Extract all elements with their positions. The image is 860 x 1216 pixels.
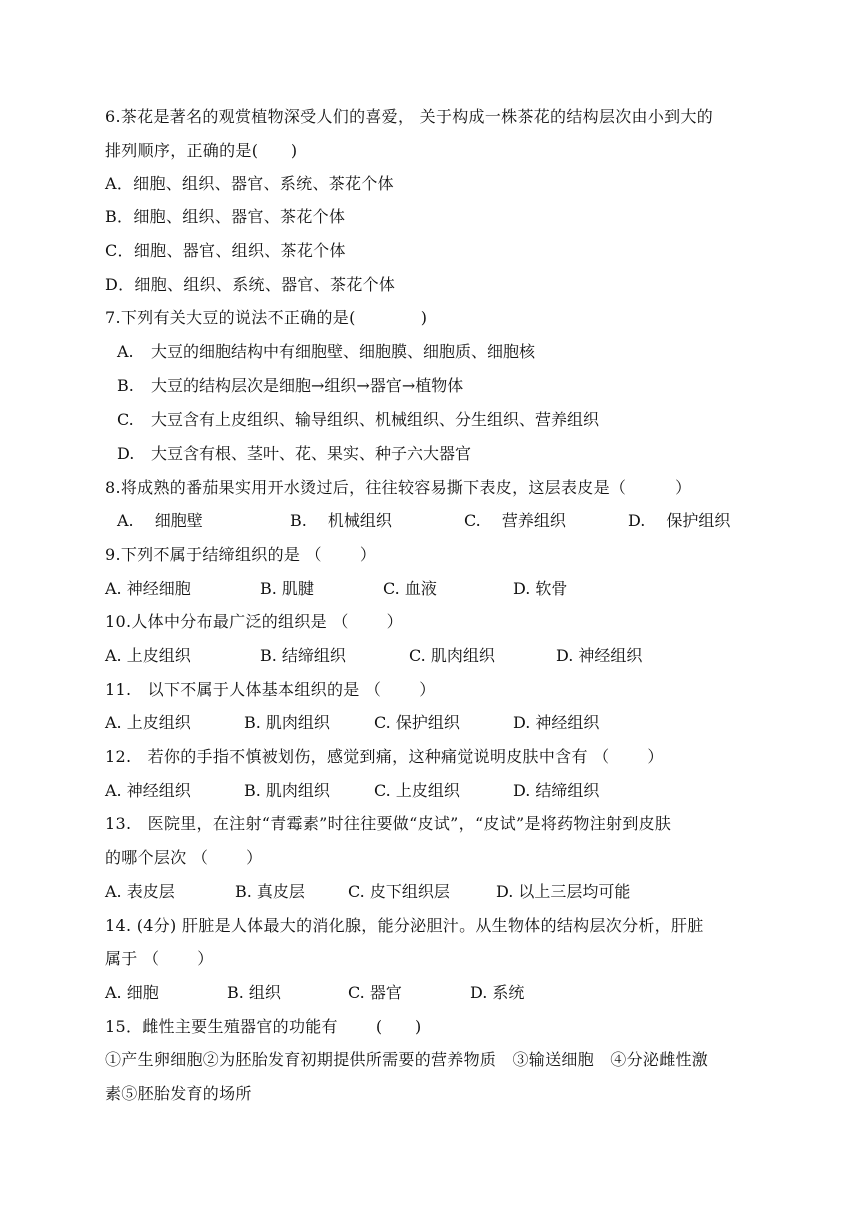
- question-10-option-d: D. 神经组织: [556, 646, 643, 665]
- question-10-stem: 10.人体中分布最广泛的组织是 （ ）: [105, 612, 403, 631]
- question-8-option-c: C. 营养组织: [464, 511, 566, 530]
- question-10-option-a: A. 上皮组织: [105, 646, 191, 665]
- question-6-option-b: B．细胞、组织、器官、茶花个体: [105, 207, 346, 226]
- question-7-stem: 7.下列有关大豆的说法不正确的是( ): [105, 308, 428, 327]
- question-7-option-a-text: 大豆的细胞结构中有细胞壁、细胞膜、细胞质、细胞核: [151, 342, 536, 361]
- question-13-option-a: A. 表皮层: [105, 882, 175, 901]
- question-8-option-d: D. 保护组织: [628, 511, 731, 530]
- question-14-option-c: C. 器官: [348, 983, 402, 1002]
- question-14-stem-line1: 14. (4分) 肝脏是人体最大的消化腺，能分泌胆汁。从生物体的结构层次分析，肝脏: [105, 916, 704, 935]
- question-15-items-line1: ①产生卵细胞②为胚胎发育初期提供所需要的营养物质 ③输送细胞 ④分泌雌性激: [105, 1050, 709, 1069]
- question-13-stem-line2: 的哪个层次 （ ）: [105, 848, 263, 867]
- question-8-option-b: B. 机械组织: [290, 511, 392, 530]
- question-6-stem-line2: 排列顺序，正确的是( ): [105, 141, 298, 160]
- question-12-option-c: C. 上皮组织: [374, 781, 460, 800]
- question-15-items-line2: 素⑤胚胎发育的场所: [105, 1084, 252, 1103]
- question-13-option-b: B. 真皮层: [235, 882, 305, 901]
- question-10-option-b: B. 结缔组织: [260, 646, 346, 665]
- question-14-option-d: D. 系统: [470, 983, 525, 1002]
- question-12-option-b: B. 肌肉组织: [244, 781, 330, 800]
- question-11-option-d: D. 神经组织: [513, 713, 600, 732]
- question-6-option-d: D．细胞、组织、系统、器官、茶花个体: [105, 275, 396, 294]
- question-6-stem-line1: 6.茶花是著名的观赏植物深受人们的喜爱， 关于构成一株茶花的结构层次由小到大的: [105, 107, 714, 126]
- question-9-option-d: D. 软骨: [513, 579, 568, 598]
- question-8-option-a: A. 细胞壁: [117, 511, 203, 530]
- question-14-option-b: B. 组织: [227, 983, 281, 1002]
- question-13-stem-line1: 13. 医院里，在注射“青霉素”时往往要做“皮试”，“皮试”是将药物注射到皮肤: [105, 814, 672, 833]
- question-7-option-c-letter: C.: [117, 410, 134, 429]
- question-12-option-a: A. 神经组织: [105, 781, 191, 800]
- question-11-stem: 11. 以下不属于人体基本组织的是 （ ）: [105, 680, 436, 699]
- question-11-option-c: C. 保护组织: [374, 713, 460, 732]
- question-7-option-b-text: 大豆的结构层次是细胞→组织→器官→植物体: [151, 376, 464, 395]
- question-6-option-c: C．细胞、器官、组织、茶花个体: [105, 241, 346, 260]
- question-7-option-d-letter: D.: [117, 444, 135, 463]
- question-13-option-d: D. 以上三层均可能: [496, 882, 631, 901]
- question-9-option-a: A. 神经细胞: [105, 579, 191, 598]
- question-9-option-b: B. 肌腱: [260, 579, 314, 598]
- question-7-option-b-letter: B.: [117, 376, 134, 395]
- question-7-option-d-text: 大豆含有根、茎叶、花、果实、种子六大器官: [151, 444, 472, 463]
- question-12-stem: 12. 若你的手指不慎被划伤，感觉到痛，这种痛觉说明皮肤中含有 （ ）: [105, 747, 664, 766]
- question-7-option-c-text: 大豆含有上皮组织、输导组织、机械组织、分生组织、营养组织: [151, 410, 600, 429]
- question-6-option-a: A．细胞、组织、器官、系统、茶花个体: [105, 174, 394, 193]
- question-11-option-a: A. 上皮组织: [105, 713, 191, 732]
- question-8-stem: 8.将成熟的番茄果实用开水烫过后，往往较容易撕下表皮，这层表皮是（ ）: [105, 478, 692, 497]
- question-9-option-c: C. 血液: [383, 579, 437, 598]
- question-12-option-d: D. 结缔组织: [513, 781, 600, 800]
- question-14-option-a: A. 细胞: [105, 983, 159, 1002]
- question-7-option-a-letter: A.: [117, 342, 134, 361]
- question-13-option-c: C. 皮下组织层: [348, 882, 450, 901]
- question-15-stem: 15．雌性主要生殖器官的功能有 ( ): [105, 1017, 422, 1036]
- question-11-option-b: B. 肌肉组织: [244, 713, 330, 732]
- question-14-stem-line2: 属于 （ ）: [105, 949, 214, 968]
- question-9-stem: 9.下列不属于结缔组织的是 （ ）: [105, 545, 377, 564]
- question-10-option-c: C. 肌肉组织: [409, 646, 495, 665]
